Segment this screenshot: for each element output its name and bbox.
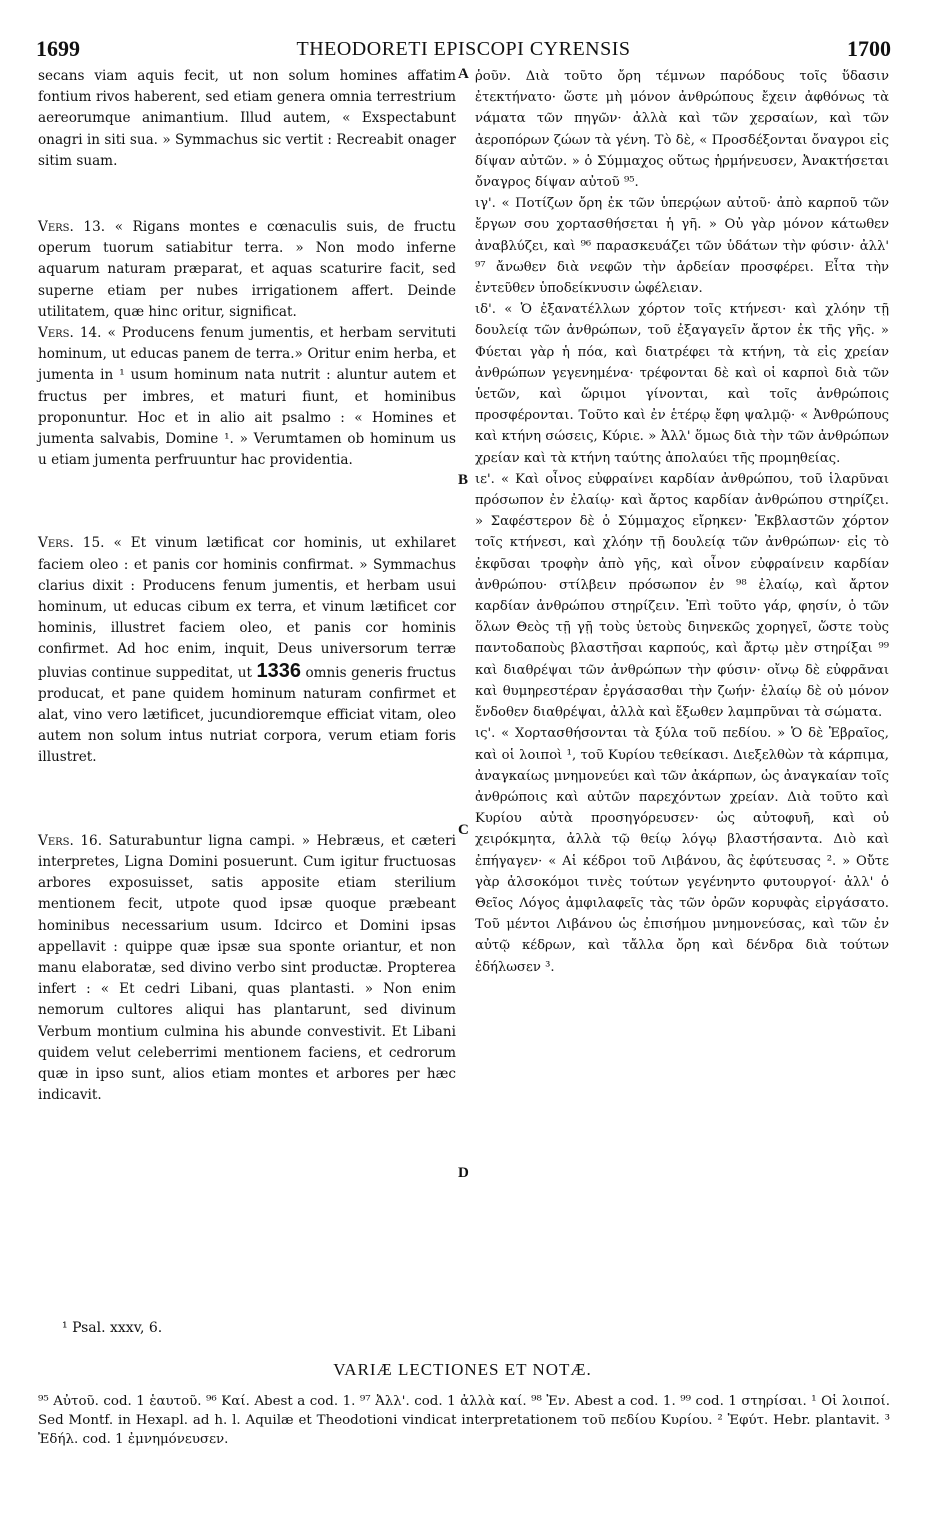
notes-title: VARIÆ LECTIONES ET NOTÆ. xyxy=(333,1360,592,1379)
latin-paragraph-vers-16 xyxy=(38,831,456,1107)
greek-paragraph-14: ιδ'. « Ὁ ἐξανατέλλων χόρτον τοῖς κτήνεσι· καὶ χλόην τῇ δουλείᾳ τῶν ἀνθρώπων, τοῦ ἐξαγαγεῖν ἄρτον ἐκ τῆς γῆς. » Φύεται γὰρ ἡ πόα, καὶ διατρέφει τὰ κτήνη, τὰ εἰς χρείαν ἀνθρώπων γεγενημένα· τρέφονται δὲ καὶ οἱ καρποὶ διὰ τῶν ὑετῶν, καὶ ὥριμοι γίνονται, καὶ τοῖς ἀνθρώποις προσφέρονται. Τοῦτο καὶ ἐν ἑτέρῳ ἔφη ψαλμῷ· « Ἀνθρώπους καὶ κτήνη σώσεις, Κύριε. » Ἀλλ' ὅμως διὰ τὴν τῶν ἀνθρώπων χρείαν καὶ τὰ κτήνη ταύτης ἀπολαύει τῆς προμηθείας. xyxy=(475,302,889,466)
margin-letter-b: B xyxy=(458,472,469,488)
greek-paragraph-15: ιε'. « Καὶ οἶνος εὐφραίνει καρδίαν ἀνθρώπου, τοῦ ἱλαρῦναι πρόσωπον ἐν ἐλαίῳ· καὶ ἄρτος καρδίαν ἀνθρώπου στηρίζει. » Σαφέστερον δὲ ὁ Σύμμαχος εἴρηκεν· Ἐκβλαστῶν χόρτον τοῖς κτήνεσι, καὶ χλόην τῇ δουλείᾳ τῶν ἀνθρώπων· εἰς τὸ ἐκφῦσαι τροφὴν ἀπὸ γῆς, καὶ οἶνον εὐφραίνειν καρδίαν ἀνθρώπου· στίλβειν πρόσωπον ἐν ⁹⁸ ἐλαίῳ, καὶ ἄρτον καρδίαν ἀνθρώπου στηρίζειν. Ἐπὶ τοῦτο γάρ, φησίν, ὁ τῶν ὅλων Θεὸς τῇ γῇ τοὺς ὑετοὺς διηνεκῶς χορηγεῖ, ὥστε τοὺς παντοδαποὺς βλαστῆσαι καρπούς, καὶ ἄρτῳ μὲν στηρίξαι ⁹⁹ καὶ διαθρέψαι τῶν ἀνθρώπων τὴν φύσιν· οἴνῳ δὲ εὐφρᾶναι καὶ θυμηρεστέραν ἐργάσασθαι τὴν ζωήν· ἐλαίῳ δὲ οὐ μόνον ἔνδοθεν διαθρέψαι, ἀλλὰ καὶ ἔξωθεν λαμπρῦναι τὰ σώματα. xyxy=(475,471,889,721)
right-page-number: 1700 xyxy=(847,36,891,61)
page-header xyxy=(36,36,891,66)
greek-paragraph-13: ιγ'. « Ποτίζων ὄρη ἐκ τῶν ὑπερῴων αὐτοῦ· ἀπὸ καρποῦ τῶν ἔργων σου χορτασθήσεται ἡ γῆ. » Οὐ γὰρ μόνον κάτωθεν ἀναβλύζει, καὶ ⁹⁶ παρασκευάζει τῶν ὑδάτων τὴν φύσιν· ἀλλ' ⁹⁷ ἄνωθεν διὰ νεφῶν τὴν ἀρδείαν προσφέρει. Εἶτα τὴν ἐντεῦθεν ὑποδείκνυσιν ὠφέλειαν. xyxy=(475,196,889,297)
left-page-number: 1699 xyxy=(36,36,80,61)
latin-text-vers-15b: omnis generis fructus producat, et pane quidem hominum naturam confirmet et alat, vino vero lætificet, jucundioremque efficiat vitam, oleo autem non solum intus nutriat corpora, verum etiam foris illustret. xyxy=(38,664,456,766)
latin-text-vers-16: Saturabuntur ligna campi. » Hebræus, et cæteri interpretes, Ligna Domini posuerunt. Cum igitur fructuosas arbores exposuisset, satis apposite etiam sterilium mentionem fecit, utpote quod ipsæ quoque præbeant hominibus necessarium usum. Idcirco et Domini ipsas appellavit : quippe quæ ipsæ sua sponte oriantur, et non manu elaboratæ, sed divino verbo sint productæ. Propterea infert : « Et cedri Libani, quas plantasti. » Non enim nemorum cultores aliqui has plantarunt, sed divinum Verbum montium culmina his abunde convestivit. Et Libani quidem velut celeberrimi mentionem faciens, et cedrorum quæ in ipso sunt, alios etiam montes et arbores per hæc indicavit. xyxy=(38,832,457,1104)
latin-text-vers-15a: « Et vinum lætificat cor hominis, ut exhilaret faciem oleo : et panis cor hominis confirmat. » Symmachus clarius dixit : Producens fenum jumentis, et herbam usui hominum, ut educas cibum ex terra, et vinum lætificet cor hominis, illustret faciem oleo, et panis cor hominis confirmet. Ad hoc enim, inquit, Deus universorum terræ pluvias continue suppeditat, ut xyxy=(38,535,457,681)
latin-text-vers-13: « Rigans montes e cœnaculis suis, de fructu operum tuorum satiabitur terra. » Non modo inferne aquarum naturam præparat, et aquas scaturire facit, sed superne etiam per nubes irrigationem affert. Deinde utilitatem, quæ hinc oritur, significat. xyxy=(38,219,456,320)
verse-label-14: Vers. 14. xyxy=(38,325,102,342)
notes-body: ⁹⁵ Αὐτοῦ. cod. 1 ἑαυτοῦ. ⁹⁶ Καί. Abest a cod. 1. ⁹⁷ Ἀλλ'. cod. 1 ἀλλὰ καί. ⁹⁸ Ἐν. Abest a cod. 1. ⁹⁹ cod. 1 στηρίσαι. ¹ Οἱ λοιποί. Sed Montf. in Hexapl. ad h. l. Aquilæ et Theodotioni vindicat interpretationem τοῦ πεδίου Κυρίου. ² Ἐφύτ. Hebr. plantavit. ³ Ἐδήλ. cod. 1 ἐμνημόνευσεν. xyxy=(38,1394,890,1447)
margin-letter-d: D xyxy=(458,1165,469,1181)
latin-column xyxy=(38,66,456,1106)
latin-paragraph-vers-14 xyxy=(38,323,456,471)
latin-paragraph-vers-15 xyxy=(38,533,456,768)
greek-column xyxy=(475,66,889,978)
margin-letter-c: C xyxy=(458,822,469,838)
running-title: THEODORETI EPISCOPI CYRENSIS xyxy=(296,38,631,60)
greek-paragraph-16: ις'. « Χορτασθήσονται τὰ ξύλα τοῦ πεδίου. » Ὁ δὲ Ἑβραῖος, καὶ οἱ λοιποὶ ¹, τοῦ Κυρίου τεθείκασι. Διεξελθὼν τὰ κάρπιμα, ἀναγκαίως μνημονεύει καὶ τῶν ἀκάρπων, ὡς ἀναγκαίαν τοῖς ἀνθρώποις καὶ αὐτῶν παρεχόντων χρείαν. Διὰ τοῦτο καὶ Κυρίου αὐτὰ προσηγόρευσεν· ὡς αὐτοφυῆ, καὶ οὐ χειρόκμητα, ἀλλὰ τῷ θείῳ λόγῳ βλαστήσαντα. Διὸ καὶ ἐπήγαγεν· « Αἱ κέδροι τοῦ Λιβάνου, ἃς ἐφύτευσας ². » Οὔτε γὰρ ἀλσοκόμοι τινὲς τούτων γεγένηντο φυτουργοί· ἀλλ' ὁ Θεῖος Λόγος ἀμφιλαφεῖς τὰς τῶν ὀρῶν κορυφὰς εἰργάσατο. Τοῦ μέντοι Λιβάνου ὡς ἐπισήμου μνημονεύσας, καὶ τῶν ἐν αὐτῷ κέδρων, καὶ τἄλλα ὄρη καὶ δένδρα διὰ τούτων ἐδήλωσεν ³. xyxy=(475,726,889,975)
verse-label-16: Vers. 16. xyxy=(38,832,103,849)
verse-label-15: Vers. 15. xyxy=(38,535,105,552)
footnote: ¹ Psal. xxxv, 6. xyxy=(62,1320,163,1336)
verse-label-13: Vers. 13. xyxy=(38,219,106,236)
latin-text-vers-14: « Producens fenum jumentis, et herbam servituti hominum, ut educas panem de terra.» Oritur enim herba, et jumenta in ¹ usum hominum nata nutrit : aluntur autem et fructus per imbres, et maturi fiunt, et hominibus proponuntur. Hoc et in alio ait psalmo : « Homines et jumenta salvabis, Domine ¹. » Verumtamen ob hominum us u etiam jumenta perfruuntur hac providentia. xyxy=(38,325,456,469)
margin-letter-a: A xyxy=(458,66,469,82)
greek-paragraph-1: ῥοῦν. Διὰ τοῦτο ὄρη τέμνων παρόδους τοῖς ὕδασιν ἐτεκτήνατο· ὥστε μὴ μόνον ἀνθρώπους ἔχειν ἀφθόνως τὰ νάματα τῶν πηγῶν· ἀλλὰ καὶ τῶν χερσαίων, καὶ τῶν ἀεροπόρων ζώων τὰ γένη. Τὸ δὲ, « Προσδέξονται ὄναγροι εἰς δίψαν αὐτῶν. » ὁ Σύμμαχος οὕτως ἡρμήνευσεν, Ἀνακτήσεται ὄναγρος δίψαν αὐτοῦ ⁹⁵. xyxy=(475,69,889,191)
column-number: 1336 xyxy=(256,659,301,682)
latin-paragraph-1: secans viam aquis fecit, ut non solum homines affatim fontium rivos haberent, sed etiam genera omnia terrestrium aereorumque animantium. Illud autem, « Exspectabunt onagri in siti sua. » Symmachus sic vertit : Recreabit onager sitim suam. xyxy=(38,68,456,169)
latin-paragraph-vers-13 xyxy=(38,217,456,323)
